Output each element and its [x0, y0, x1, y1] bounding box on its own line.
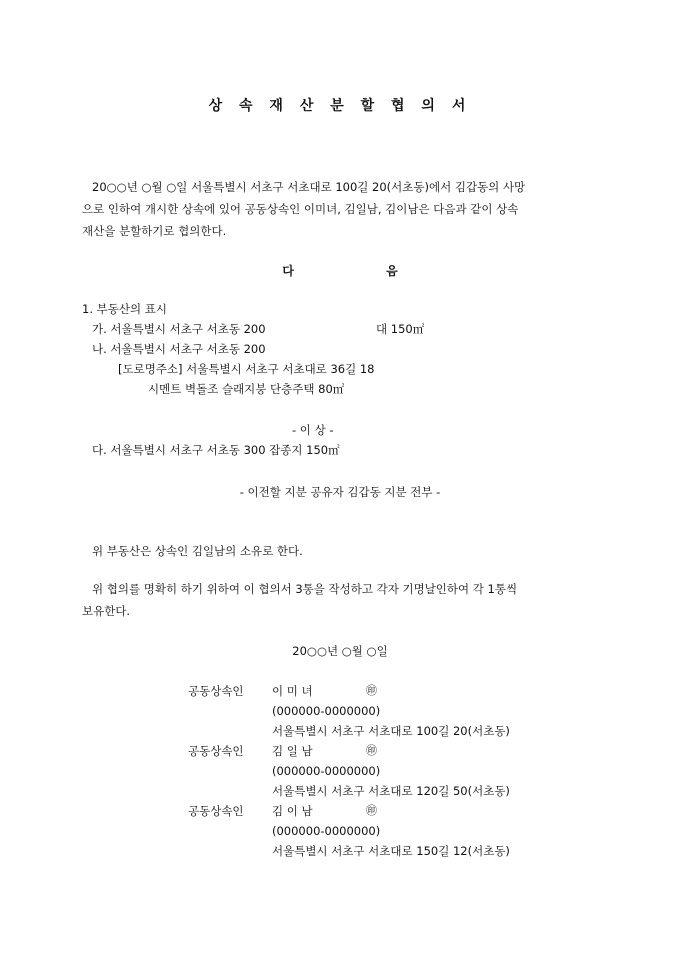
property-section-label: 1. 부동산의 표시 — [82, 302, 167, 316]
heir-1-id-number: (000000-0000000) — [272, 704, 381, 718]
property-item-da: 다. 서울특별시 서초구 서초동 300 잡종지 150㎡ — [92, 443, 340, 457]
heir-1-seal-mark: ㊞ — [366, 684, 377, 697]
property-item-na: 나. 서울특별시 서초구 서초동 200 — [92, 342, 266, 356]
property-item-ga: 가. 서울특별시 서초구 서초동 200 — [92, 322, 266, 336]
agreement-date: 20○○년 ○월 ○일 — [292, 644, 388, 658]
property-item-ga-area: 대 150㎡ — [376, 322, 425, 336]
heir-3-address: 서울특별시 서초구 서초대로 150길 12(서초동) — [272, 844, 510, 858]
transfer-note: - 이전할 지분 공유자 김갑동 지분 전부 - — [239, 485, 441, 499]
heir-3-seal-mark: ㊞ — [366, 804, 377, 817]
list-end-mark: - 이 상 - — [292, 423, 334, 437]
intro-line-3: 재산을 분할하기로 협의한다. — [82, 224, 227, 238]
closing-line-1: 위 협의를 명확히 하기 위하여 이 협의서 3통을 작성하고 각자 기명날인하여 각 1통씩 — [92, 582, 518, 596]
heir-2-seal-mark: ㊞ — [366, 744, 377, 757]
property-item-na-road-address: [도로명주소] 서울특별시 서초구 서초대로 36길 18 — [118, 362, 375, 376]
heir-3-id-number: (000000-0000000) — [272, 824, 381, 838]
heir-2-address: 서울특별시 서초구 서초대로 120길 50(서초동) — [272, 784, 510, 798]
closing-line-2: 보유한다. — [82, 604, 131, 618]
intro-line-2: 으로 인하여 개시한 상속에 있어 공동상속인 이미녀, 김일남, 김이남은 다음과 같이 상속 — [82, 202, 519, 216]
property-item-na-building: 시멘트 벽돌조 슬래지붕 단층주택 80㎡ — [148, 382, 345, 396]
heir-1-role: 공동상속인 — [188, 684, 244, 698]
heir-3-role: 공동상속인 — [188, 804, 244, 818]
ownership-statement: 위 부동산은 상속인 김일남의 소유로 한다. — [92, 544, 303, 558]
heir-2-role: 공동상속인 — [188, 744, 244, 758]
intro-line-1: 20○○년 ○월 ○일 서울특별시 서초구 서초대로 100길 20(서초동)에서 김갑동의 사망 — [92, 180, 526, 194]
heir-2-name: 김 일 남 — [272, 744, 313, 758]
heir-1-address: 서울특별시 서초구 서초대로 100길 20(서초동) — [272, 724, 510, 738]
heir-3-name: 김 이 남 — [272, 804, 313, 818]
heir-2-id-number: (000000-0000000) — [272, 764, 381, 778]
closing-paragraph — [82, 578, 602, 622]
document-title: 상 속 재 산 분 할 협 의 서 — [208, 98, 472, 114]
heir-1-name: 이 미 녀 — [272, 684, 313, 698]
intro-paragraph — [82, 176, 602, 242]
section-heading: 다 음 — [282, 264, 442, 278]
